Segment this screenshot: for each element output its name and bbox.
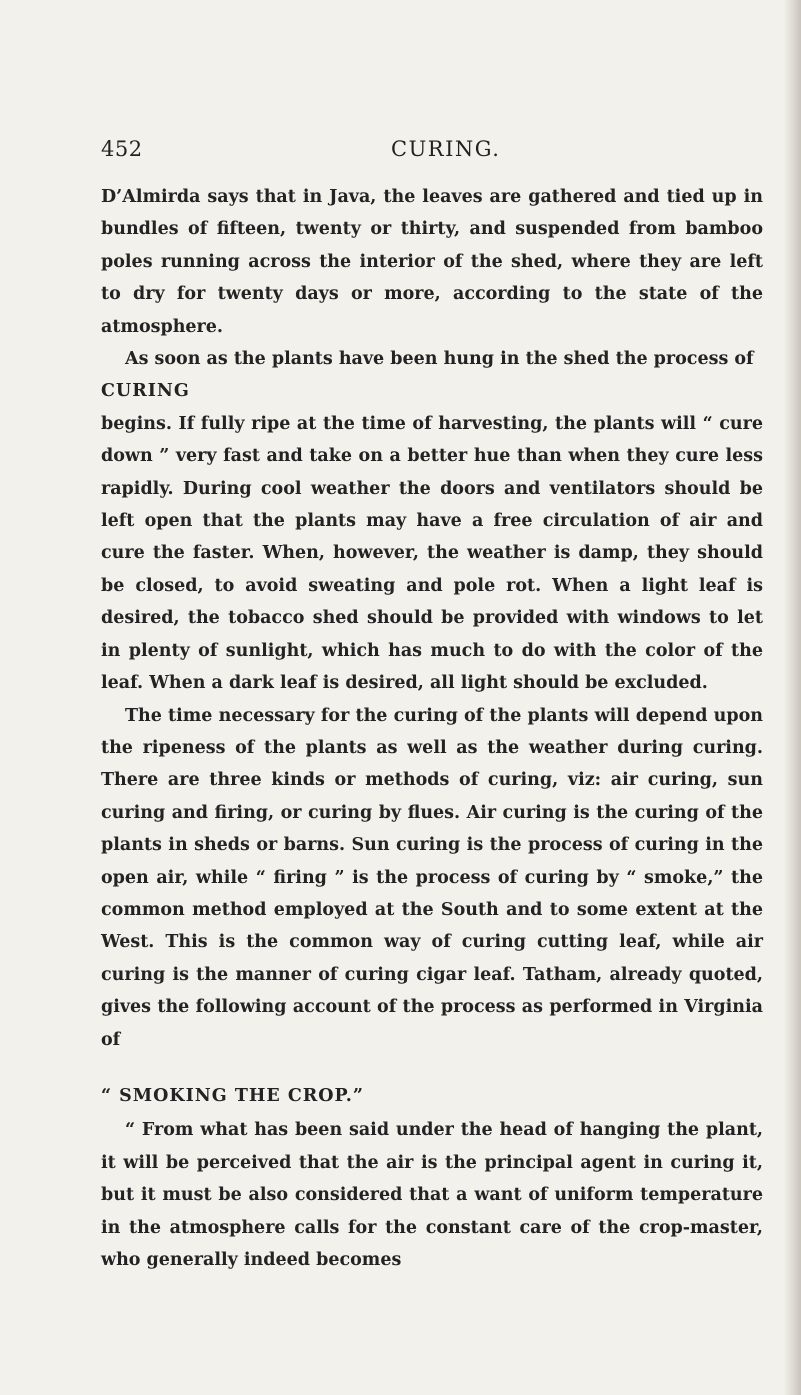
page-edge-shadow xyxy=(783,0,801,1395)
paragraph: begins. If fully ripe at the time of harvesting, the plants will “ cure down ” very fast and take on a better hue than when they cure less rapidly. During cool weather the doors and ventilators should be left open that the plants may have a free circulation of air and cure the faster. When, however, the weather is damp, they should be closed, to avoid sweating and pole rot. When a light leaf is desired, the tobacco shed should be provided with windows to let in plenty of sunlight, which has much to do with the color of the leaf. When a dark leaf is desired, all light should be excluded. xyxy=(101,413,763,694)
section-heading: CURING xyxy=(101,381,190,402)
running-head: CURING. xyxy=(391,137,501,161)
page-header xyxy=(101,137,763,167)
section-heading: “ SMOKING THE CROP.” xyxy=(101,1085,364,1106)
paragraph: The time necessary for the curing of the plants will depend upon the ripeness of the plants as well as the weather during curing. There are three kinds or methods of curing, viz: air curing, sun curing and firing, or curing by flues. Air curing is the curing of the plants in sheds or barns. Sun curing is the process of curing in the open air, while “ firing ” is the process of curing by “ smoke,” the common method employed at the South and to some extent at the West. This is the common way of curing cutting leaf, while air curing is the manner of curing cigar leaf. Tatham, already quoted, gives the following account of the process as performed in Virginia of xyxy=(101,705,763,1050)
paragraph: “ From what has been said under the head of hanging the plant, it will be perceived that the air is the principal agent in curing it, but it must be also considered that a want of uniform temperature in the atmosphere calls for the constant care of the crop-master, who generally indeed becomes xyxy=(101,1120,763,1270)
paragraph: D’Almirda says that in Java, the leaves are gathered and tied up in bundles of fifteen, twenty or thirty, and suspended from bamboo poles running across the interior of the shed, where they are left to dry for twenty days or more, according to the state of the atmosphere. xyxy=(101,187,763,337)
body-text xyxy=(101,181,763,1276)
paragraph: As soon as the plants have been hung in the shed the process of xyxy=(125,349,754,370)
page-number: 452 xyxy=(101,137,143,161)
